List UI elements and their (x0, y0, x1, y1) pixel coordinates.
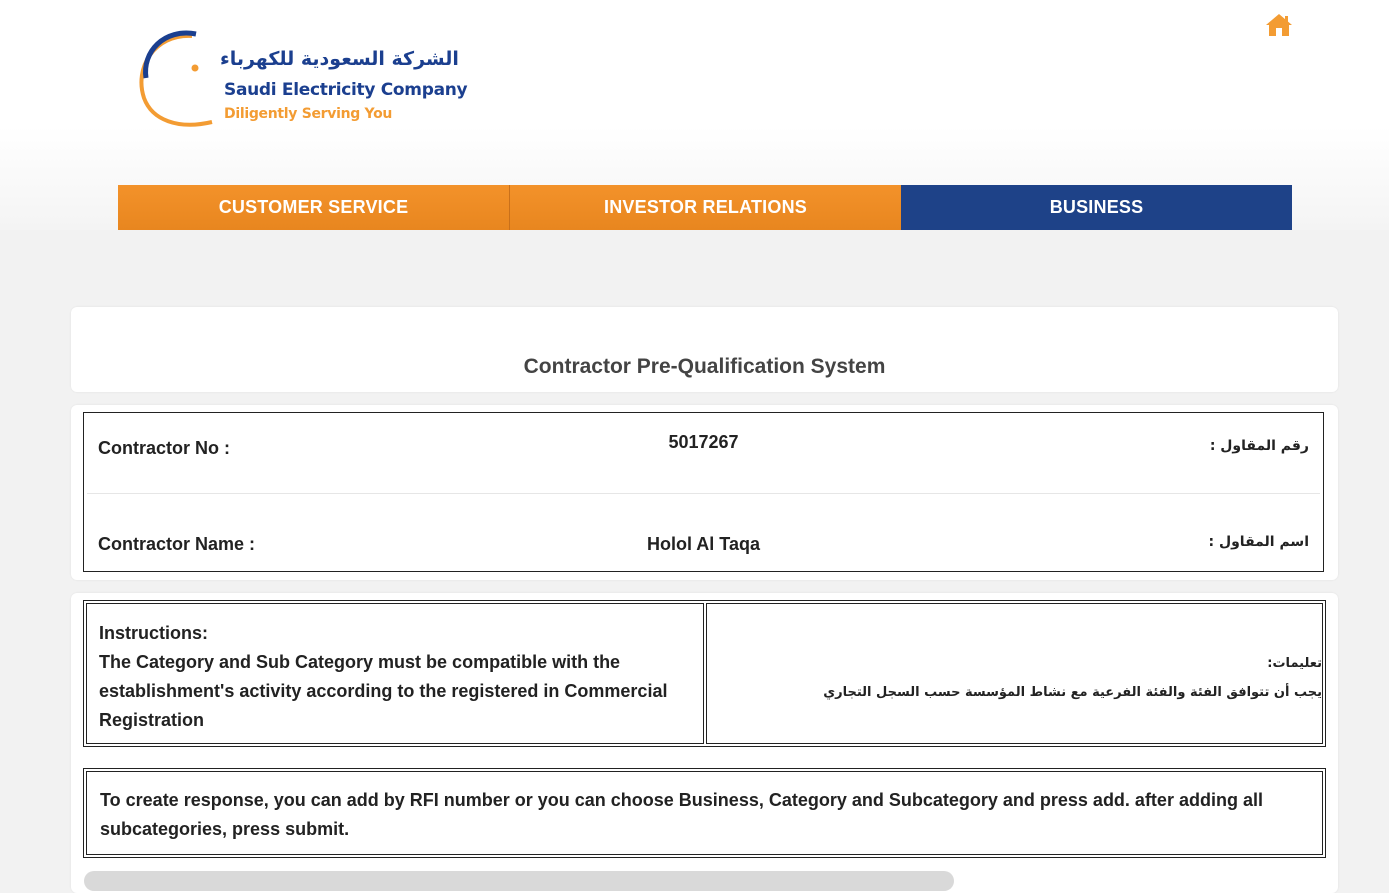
instructions-arabic-cell (706, 603, 1324, 744)
home-icon[interactable] (1265, 12, 1293, 38)
contractor-info-table (83, 412, 1324, 572)
contractor-name-label: Contractor Name : (98, 534, 256, 554)
main-nav (118, 185, 1292, 230)
company-logo[interactable] (134, 28, 468, 132)
contractor-info-card (71, 405, 1338, 580)
contractor-name-value: Holol Al Taqa (646, 534, 760, 554)
instructions-card (71, 593, 1338, 893)
logo-swoosh-icon (134, 28, 224, 132)
contractor-no-row (84, 413, 1323, 493)
instructions-arabic (717, 649, 1323, 707)
create-response-note: To create response, you can add by RFI number or you can choose Business, Category and Subcategory and press add. after adding all subcategories, press submit. (100, 790, 1263, 839)
contractor-name-label-arabic: اسم المقاول : (1208, 534, 1309, 550)
nav-investor-relations[interactable]: INVESTOR RELATIONS (509, 185, 901, 230)
contractor-no-value: 5017267 (668, 432, 739, 452)
title-card (71, 307, 1338, 392)
contractor-no-label: Contractor No : (98, 438, 230, 458)
nav-customer-service[interactable]: CUSTOMER SERVICE (118, 185, 509, 230)
page-title: Contractor Pre-Qualification System (523, 355, 886, 378)
logo-tagline: Diligently Serving You (224, 106, 393, 122)
logo-english-name: Saudi Electricity Company (224, 80, 468, 100)
loading-bar (84, 871, 954, 891)
nav-business[interactable]: BUSINESS (901, 185, 1292, 230)
instructions-english (99, 619, 683, 735)
instructions-body-arabic: يجب أن تتوافق الفئة والفئة الفرعية مع نشاط المؤسسة حسب السجل التجاري (823, 685, 1322, 700)
instructions-heading: Instructions: (99, 623, 209, 643)
instructions-heading-arabic: تعليمات: (1267, 656, 1322, 671)
logo-arabic-name: الشركة السعودية للكهرباء (220, 48, 459, 70)
contractor-name-row (84, 493, 1323, 573)
instructions-table (83, 600, 1326, 747)
instructions-body: The Category and Sub Category must be compatible with the establishment's activity according to the registered in Commercial Registration (99, 652, 668, 730)
create-response-note-box (83, 768, 1326, 858)
instructions-english-cell (86, 603, 704, 744)
contractor-no-label-arabic: رقم المقاول : (1209, 438, 1309, 454)
